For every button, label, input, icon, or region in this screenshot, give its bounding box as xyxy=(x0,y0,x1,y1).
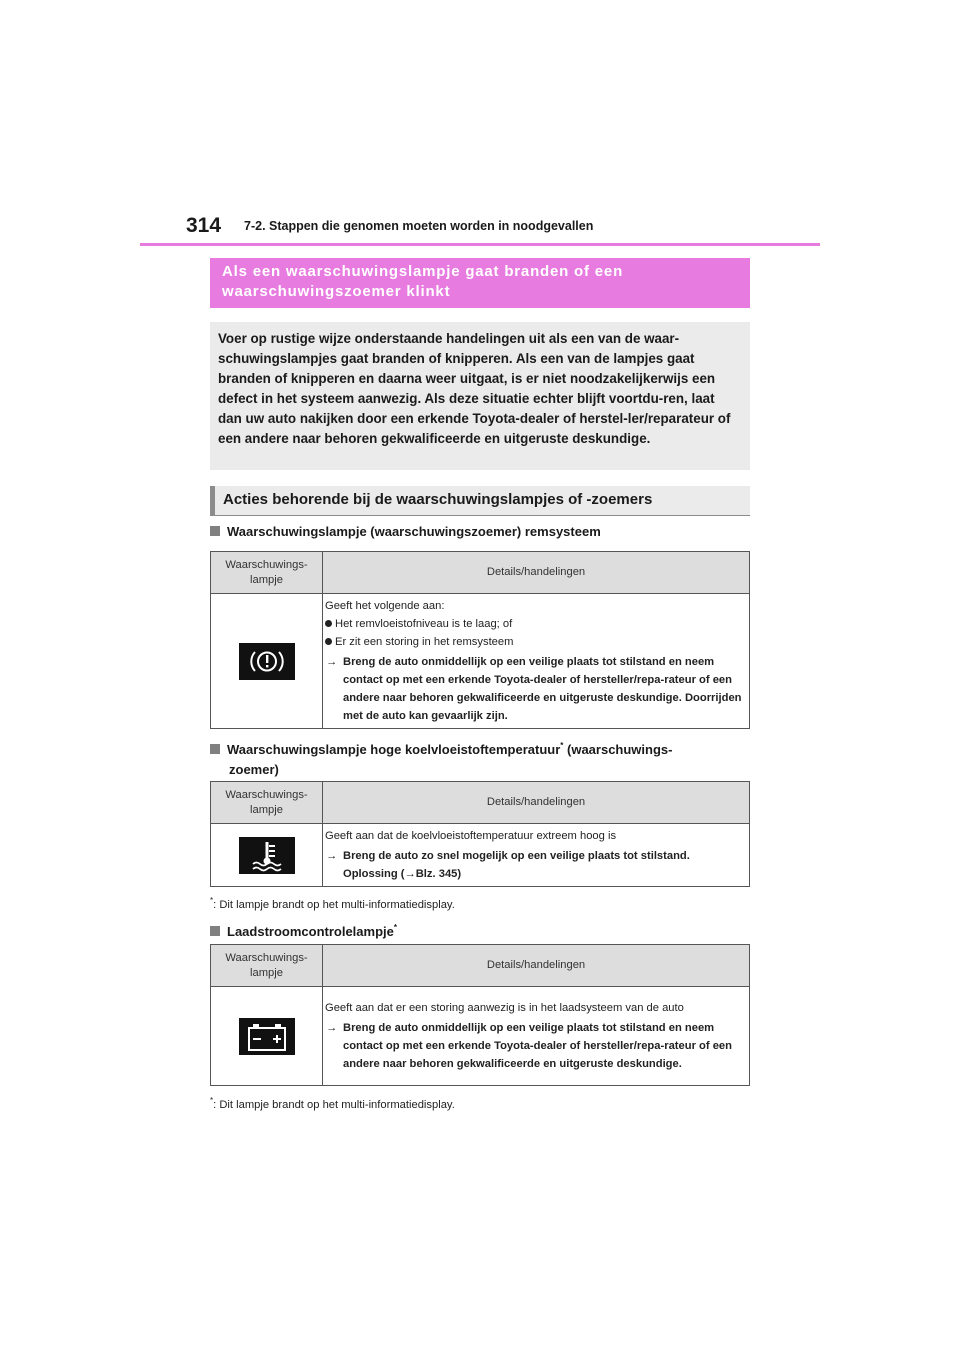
icon-cell xyxy=(211,594,323,729)
details-cell xyxy=(323,824,750,887)
subsection-title: Acties behorende bij de waarschuwingslampjes of -zoemers xyxy=(223,491,653,508)
list-item xyxy=(325,633,746,651)
chapter-title: 7-2. Stappen die genomen moeten worden in noodgevallen xyxy=(244,219,594,233)
item-heading-continuation: zoemer) xyxy=(229,762,279,777)
detail-lead: Geeft het volgende aan: xyxy=(325,600,445,612)
intro-box xyxy=(210,322,750,470)
bullet-text: Er zit een storing in het remsysteem xyxy=(335,636,514,648)
detail-lead: Geeft aan dat de koelvloeistoftemperatuur extreem hoog is xyxy=(325,830,617,842)
coolant-temperature-icon xyxy=(239,837,295,874)
page-number: 314 xyxy=(186,214,222,237)
table-header-details: Details/handelingen xyxy=(323,552,750,594)
action-line xyxy=(325,847,746,883)
item-heading-tail: (waarschuwings- xyxy=(563,742,673,757)
table-header-lamp: Waarschuwings- lampje xyxy=(211,552,323,594)
footnote-marker: * xyxy=(393,923,397,932)
arrow-icon: → xyxy=(326,850,338,862)
subsection-heading xyxy=(210,486,750,516)
item-heading-coolant xyxy=(210,736,750,780)
table-header-details: Details/handelingen xyxy=(323,782,750,824)
item-heading-text: Waarschuwingslampje (waarschuwingszoemer) remsysteem xyxy=(227,524,601,539)
section-title-box xyxy=(210,258,750,308)
footnote xyxy=(210,1093,455,1113)
warning-table-coolant xyxy=(210,781,750,887)
table-header-lamp: Waarschuwings- lampje xyxy=(211,782,323,824)
action-text: Breng de auto onmiddellijk op een veilige plaats tot stilstand en neem contact op met een erkende Toyota-dealer of hersteller/repa-rateur of een andere naar behoren gekwalificeerde en uitgeruste deskundige. Doorrijden met de auto kan gevaarlijk zijn. xyxy=(343,656,742,722)
details-cell xyxy=(323,987,750,1086)
footnote-text: : Dit lampje brandt op het multi-informatiedisplay. xyxy=(213,899,455,911)
item-heading-text: Laadstroomcontrolelampje xyxy=(227,924,394,939)
item-heading-charge xyxy=(210,918,750,942)
warning-table-charge xyxy=(210,944,750,1086)
icon-cell xyxy=(211,987,323,1086)
footnote-text: : Dit lampje brandt op het multi-informatiedisplay. xyxy=(213,1099,455,1111)
action-text: Breng de auto zo snel mogelijk op een veilige plaats tot stilstand. Oplossing (→Blz. 345) xyxy=(343,850,690,880)
item-heading-brake xyxy=(210,522,750,542)
square-bullet-icon xyxy=(210,926,220,936)
action-line xyxy=(325,1019,746,1073)
detail-lead: Geeft aan dat er een storing aanwezig is in het laadsysteem van de auto xyxy=(325,1002,684,1014)
square-bullet-icon xyxy=(210,744,220,754)
details-cell xyxy=(323,594,750,729)
intro-text: Voer op rustige wijze onderstaande handelingen uit als een van de waar-schuwingslampjes gaat branden of knipperen. Als een van de lampjes gaat branden of knipperen en daarna weer uitgaat, is er niet noodzakelijkerwijs een defect in het systeem aanwezig. Als deze situatie echter blijft voortdu-ren, laat dan uw auto nakijken door een erkende Toyota-dealer of herstel-ler/reparateur of een andere naar behoren gekwalificeerde en uitgeruste deskundige. xyxy=(218,331,731,446)
header-rule xyxy=(140,243,820,246)
bullet-text: Het remvloeistofniveau is te laag; of xyxy=(335,618,513,630)
bullet-dot xyxy=(325,638,332,645)
icon-cell xyxy=(211,824,323,887)
item-heading-text: Waarschuwingslampje hoge koelvloeistoftemperatuur xyxy=(227,742,561,757)
footnote-marker: * xyxy=(560,741,564,750)
brake-warning-icon xyxy=(239,643,295,680)
footnote-marker: * xyxy=(210,1096,214,1105)
bullet-dot xyxy=(325,620,332,627)
arrow-icon: → xyxy=(326,656,338,668)
section-title: Als een waarschuwingslampje gaat branden of een waarschuwingszoemer klinkt xyxy=(222,263,624,300)
arrow-icon: → xyxy=(326,1022,338,1034)
action-line xyxy=(325,653,746,725)
warning-table-brake xyxy=(210,551,750,729)
action-text: Breng de auto onmiddellijk op een veilige plaats tot stilstand en neem contact op met een erkende Toyota-dealer of hersteller/repa-rateur of een andere naar behoren gekwalificeerde en uitgeruste deskundige. xyxy=(343,1022,732,1070)
footnote-marker: * xyxy=(210,896,214,905)
square-bullet-icon xyxy=(210,526,220,536)
footnote xyxy=(210,893,455,913)
list-item xyxy=(325,615,746,633)
battery-charge-icon xyxy=(239,1018,295,1055)
table-header-lamp: Waarschuwings- lampje xyxy=(211,945,323,987)
table-header-details: Details/handelingen xyxy=(323,945,750,987)
